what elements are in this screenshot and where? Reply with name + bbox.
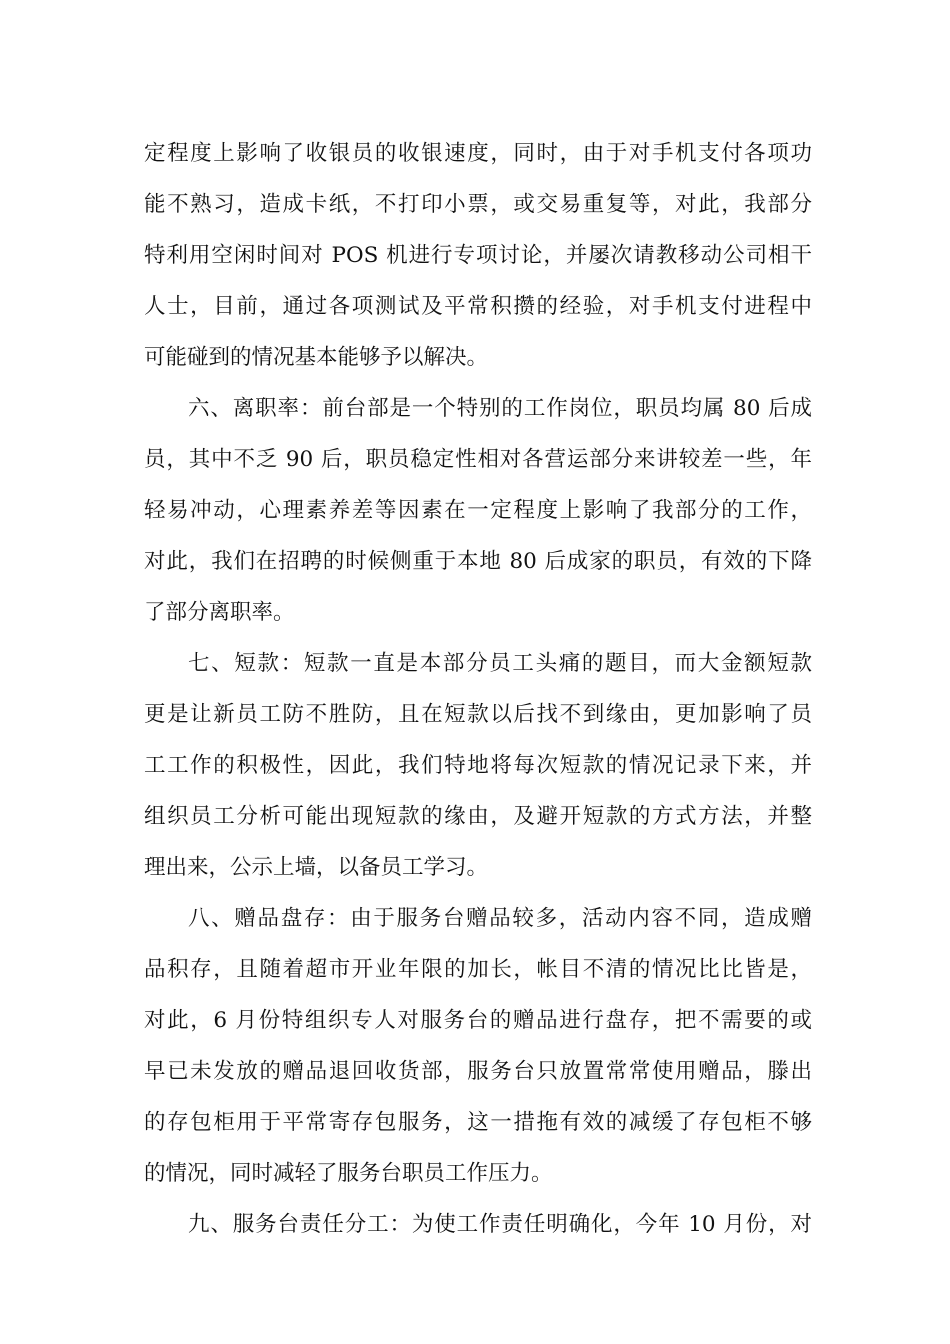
paragraph-continued [144,128,812,383]
text-line: 能不熟习，造成卡纸，不打印小票，或交易重复等，对此，我部分 [144,192,812,217]
text-line: 理出来，公示上墙，以备员工学习。 [144,855,489,880]
text-line: 人士，目前，通过各项测试及平常积攒的经验，对手机支付进程中 [144,294,812,319]
text-line: 的存包柜用于平常寄存包服务，这一措拖有效的减缓了存包柜不够 [144,1110,812,1135]
text-line: 九、服务台责任分工：为使工作责任明确化，今年 10 月份，对 [188,1212,812,1237]
text-line: 工工作的积极性，因此，我们特地将每次短款的情况记录下来，并 [144,753,812,778]
text-line: 对此，我们在招聘的时候侧重于本地 80 后成家的职员，有效的下降 [144,549,812,574]
text-line: 了部分离职率。 [144,600,295,625]
text-line: 定程度上影响了收银员的收银速度，同时，由于对手机支付各项功 [144,141,812,166]
text-line: 的情况，同时减轻了服务台职员工作压力。 [144,1161,553,1186]
text-line: 六、离职率：前台部是一个特别的工作岗位，职员均属 80 后成 [188,396,812,421]
text-line: 八、赠品盘存：由于服务台赠品较多，活动内容不同，造成赠 [188,906,812,931]
paragraph-seven-shortage [144,638,812,893]
paragraph-six-turnover [144,383,812,638]
text-line: 早已未发放的赠品退回收货部，服务台只放置常常使用赠品，滕出 [144,1059,812,1084]
text-line: 更是让新员工防不胜防，且在短款以后找不到缘由，更加影响了员 [144,702,812,727]
paragraph-nine-responsibility [144,1199,812,1250]
text-line: 品积存，且随着超市开业年限的加长，帐目不清的情况比比皆是， [144,957,812,982]
text-line: 特利用空闲时间对 POS 机进行专项讨论，并屡次请教移动公司相干 [144,243,812,268]
text-line: 组织员工分析可能出现短款的缘由，及避开短款的方式方法，并整 [144,804,812,829]
text-line: 员，其中不乏 90 后，职员稳定性相对各营运部分来讲较差一些，年 [144,447,812,472]
text-line: 七、短款：短款一直是本部分员工头痛的题目，而大金额短款 [188,651,812,676]
text-line: 轻易冲动，心理素养差等因素在一定程度上影响了我部分的工作， [144,498,812,523]
text-line: 可能碰到的情况基本能够予以解决。 [144,345,489,370]
paragraph-eight-gift-inventory [144,893,812,1199]
document-body [144,128,812,1250]
text-line: 对此，6 月份特组织专人对服务台的赠品进行盘存，把不需要的或 [144,1008,812,1033]
